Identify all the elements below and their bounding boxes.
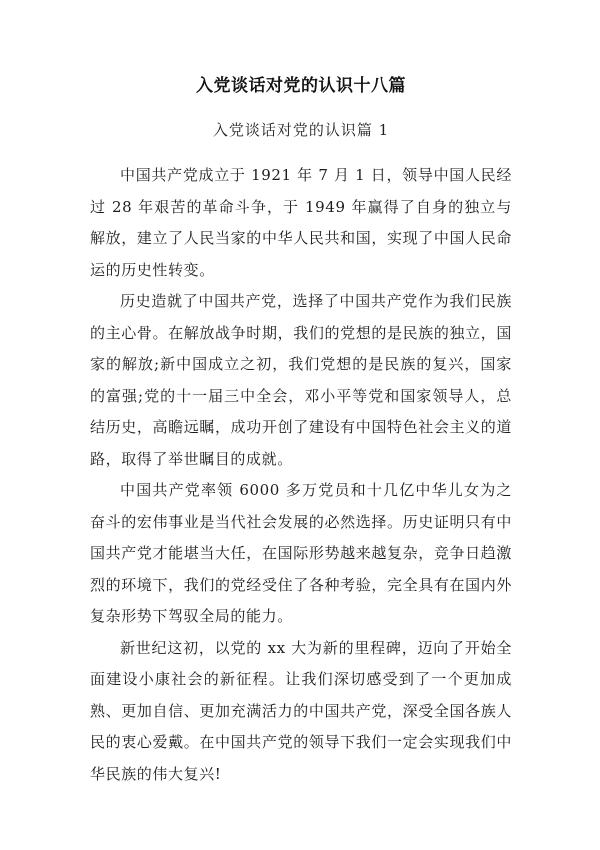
document-body — [90, 160, 512, 790]
section-subtitle: 入党谈话对党的认识篇 1 — [212, 121, 390, 139]
document-title: 入党谈话对党的认识十八篇 — [196, 76, 406, 96]
paragraph-3: 中国共产党率领 6000 多万党员和十几亿中华儿女为之奋斗的宏伟事业是当代社会发展的必然选择。历史证明只有中国共产党才能堪当大任，在国际形势越来越复杂，竞争日趋激烈的环境下，我们的党经受住了各种考验，完全具有在国内外复杂形势下驾驭全局的能力。 — [90, 481, 512, 625]
paragraph-2: 历史造就了中国共产党，选择了中国共产党作为我们民族的主心骨。在解放战争时期，我们的党想的是民族的独立，国家的解放;新中国成立之初，我们党想的是民族的复兴，国家的富强;党的十一届三中全会，邓小平等党和国家领导人，总结历史，高瞻远瞩，成功开创了建设有中国特色社会主义的道路，取得了举世瞩目的成就。 — [90, 292, 512, 468]
paragraph-1: 中国共产党成立于 1921 年 7 月 1 日，领导中国人民经过 28 年艰苦的革命斗争，于 1949 年赢得了自身的独立与解放，建立了人民当家的中华人民共和国，实现了中国人民命运的历史性转变。 — [90, 166, 512, 279]
paragraph-4: 新世纪这初，以党的 xx 大为新的里程碑，迈向了开始全面建设小康社会的新征程。让我们深切感受到了一个更加成熟、更加自信、更加充满活力的中国共产党，深受全国各族人民的衷心爱戴。在中国共产党的领导下我们一定会实现我们中华民族的伟大复兴! — [90, 638, 512, 783]
